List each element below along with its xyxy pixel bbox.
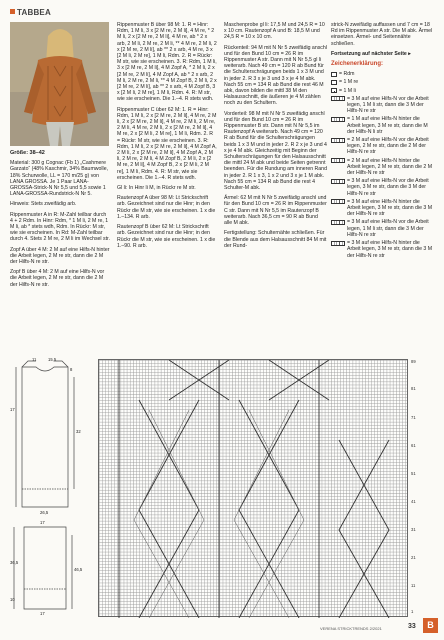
column-3 — [224, 22, 327, 253]
symbol-knit-icon — [331, 80, 337, 85]
back-panel-text: Rückenteil: 94 M mit N Nr 5 zweifädig anschl und für den Bund 10 cm = 26 R im Rippenmuster A str. Dann mit N Nr 5,5 gl li weiterarb. Nach 49 cm = 120 R ab Bund für die Schulterschrägungen beids 1 x 3 M und in jeder 2. R 3 x je 3 und 3 x je 4 M abk. Nach 55 cm = 134 R ab Bund die rest 46 M abk, davon bilden die mittl 38 M den Halsausschnitt, die äußeren je 4 M zählen noch zu den Schultern. — [224, 44, 327, 107]
legend-item: = Rdm — [331, 71, 434, 77]
garment-schematic — [10, 357, 90, 619]
symbol-cable-icon — [331, 241, 345, 246]
dim-label: 17 — [10, 407, 15, 412]
model-photo — [10, 22, 109, 146]
row-label: 41 — [411, 499, 416, 504]
dim-label: 26,5 — [40, 510, 49, 515]
legend-item: = 1 M li — [331, 88, 434, 94]
symbol-cable-icon — [331, 220, 345, 225]
legend-item: = 3 M auf eine Hilfs-N hinter die Arbeit legen, 3 M re str, dann die 3 M der Hilfs-N re str — [331, 199, 434, 218]
symbol-cable-icon — [331, 179, 345, 184]
legend-item: = 1 M re — [331, 79, 434, 85]
symbol-cable-icon — [331, 96, 345, 101]
rippen-c-text: Rippenmuster C über 62 M: 1. R = Hinr: Rdm, 1 M li, 2 x [2 M re, 2 M li], 4 M re, 2 M li, 2 x [2 M re, 2 M li], 4 M re, 2 M li, 2 M re, 2 M li, 4 M re, 2 M li, 2 x [2 M re, 2 M li], 4 M re, 2 x [2 M li, 2 M re], 1 M li, Rdm. 2. R = Rückr: M str, wie sie erscheinen. 3. R: Rdm, 1 M li, 2 x [2 M re, 2 M li], 4 M Zopf A, 2 M li, 2 x [2 M re, 2 M li], 4 M Zopf A, 2 M li, 2 M re, 2 M li, 4 M Zopf B, 2 M li, 2 x [2 M re, 2 M li], 4 M Zopf B, 2 x [2 M li, 2 M re], 1 M li, Rdm. 4. R: M str, wie sie erscheinen. Die 1.–4. R stets wdh. — [117, 106, 217, 181]
row-label: 21 — [411, 555, 416, 560]
dim-label: 32 — [76, 429, 81, 434]
hint-text: Hinweis: Stets zweifädig arb. — [10, 201, 77, 208]
sleeve-text: Ärmel: 62 M mit N Nr 5 zweifädig anschl und für den Bund 10 cm = 26 R im Rippenmuster C str. Dann mit N Nr 5,5 im Rautenzopf B weiterarb. Nach 36,5 cm = 90 R ab Bund alle M abk. — [224, 195, 327, 227]
gl-li-text: Gl li: In Hinr li M, in Rückr re M str. — [117, 185, 196, 192]
header-marker-icon — [10, 9, 15, 14]
legend-item: = 3 M auf eine Hilfs-N hinter die Arbeit legen, 3 M re str, dann die 3 M der Hilfs-N re str — [331, 240, 434, 259]
rippen-a-text: Rippenmuster A in R: M-Zahl teilbar durch 4 + 2 Rdm. In Hinr: Rdm, * 1 M li, 2 M re, 1 M li, ab * stets wdh, Rdm. In Rückr: M str, wie sie erscheinen. In Rd: M-Zahl teilbar durch 4. Stets 2 M re, 2 M li im Wechsel str. — [10, 211, 110, 243]
knitting-chart — [98, 359, 408, 617]
page-header — [10, 8, 51, 17]
dim-label: 17 — [40, 611, 45, 616]
dim-label: 15,5 — [48, 357, 57, 362]
dim-label: 46,5 — [74, 567, 83, 572]
dim-label: 10 — [10, 597, 15, 602]
pattern-title: TABBEA — [17, 8, 51, 17]
row-label: 81 — [411, 386, 416, 391]
row-label: 11 — [411, 583, 416, 588]
page-number: 33 — [408, 623, 416, 630]
dim-label: 8 — [70, 367, 73, 372]
section-letter-badge: B — [423, 618, 438, 633]
rippen-b-text: Rippenmuster B über 98 M: 1. R = Hinr: Rdm, 1 M li, 3 x [2 M re, 2 M li], 4 M re, * 2 M li, 2 x [2 M re, 2 M li], 4 M re, ab * 2 x arb, 2 M li, 2 M re, 2 M li, ** 4 M re, 2 M li, 2 x [2 M re, 2 M li], ab ** 2 x arb, 4 M re, 3 x [2 M li, 2 M re], 1 M li, Rdm. 2. R = Rückr: M str, wie sie erscheinen. 3. R: Rdm, 1 M li, 3 x [2 M re, 2 M li], 4 M Zopf A, * 2 M li, 2 x [2 M re, 2 M li], 4 M Zopf A, ab * 2 x arb, 2 M li, 2 M re, 2 M li, ** 4 M Zopf B, 2 M li, 2 x [2 M re, 2 M li], ab ** 2 x arb, 4 M Zopf B, 3 x [2 M li, 2 M re], 1 M li, Rdm. 4. R: M str, wie sie erscheinen. Die 1.–4. R stets wdh. — [117, 22, 217, 103]
material-text: Material: 300 g Cognac (Fb 1) „Cashmere Garzato“ (48% Kaschmir, 34% Baumwolle, 18% Schurwolle, LL = 170 m/25 g) von LANA GROSSA. Je 1 Paar LANA-GROSSA-Strick-N Nr 5,5 und 5,5 sowie 1 LANA-GROSSA-Rundstrick-N Nr 5. — [10, 160, 109, 198]
symbol-edge-icon — [331, 72, 337, 77]
row-label: 89 — [411, 359, 416, 364]
row-label: 31 — [411, 527, 416, 532]
symbol-cable-icon — [331, 158, 345, 163]
row-label: 51 — [411, 471, 416, 476]
rautenzopf-b-text: Rautenzopf B über 62 M: Lt Strickschrift arb. Gezeichnet sind nur die Hinr; in den Rückr die M str, wie sie erscheinen. 1 x die 1.–90. R arb. — [117, 224, 216, 249]
symbol-cable-icon — [331, 199, 345, 204]
symbol-purl-icon — [331, 88, 337, 93]
size-label: Größe: 38–42 — [10, 150, 45, 156]
chart-row-labels — [411, 359, 433, 617]
row-label: 1 — [411, 609, 414, 614]
legend-title: Zeichenerklärung: — [331, 61, 384, 68]
zopf-b-text: Zopf B über 4 M: 2 M auf eine Hilfs-N vor die Arbeit legen, 2 M re str, dann die 2 M der Hilfs-N re str. — [10, 269, 105, 288]
row-label: 71 — [411, 415, 416, 420]
legend-item: = 3 M auf eine Hilfs-N vor die Arbeit legen, 3 M re str, dann die 3 M der Hilfs-N re str — [331, 178, 434, 197]
gauge-text: Maschenprobe gl li: 17,5 M und 24,5 R = 10 x 10 cm. Rautenzopf A und B: 18,5 M und 24,5 R = 10 x 10 cm. — [224, 22, 325, 41]
column-2 — [117, 22, 217, 253]
finishing-text: Fertigstellung: Schulternähte schließen. Für die Blende aus dem Halsausschnitt 84 M mit der Rund- — [224, 230, 327, 249]
column-4 — [331, 22, 434, 261]
border-text: strick-N zweifädig auffassen und 7 cm = 18 Rd im Rippenmuster A str. Die M abk. Ärmel einsetzen. Ärmel- und Seitennähte schließen. — [331, 22, 433, 47]
dim-label: 11 — [32, 357, 37, 362]
rautenzopf-a-text: Rautenzopf A über 98 M: Lt Strickschrift arb. Gezeichnet sind nur die Hinr; in den Rückr die M str, wie sie erscheinen. 1 x die 1.–134. R arb. — [117, 195, 216, 220]
legend-item: = 2 M auf eine Hilfs-N hinter die Arbeit legen, 2 M re str, dann die 2 M der Hilfs-N re str — [331, 158, 434, 177]
dim-label: 17 — [40, 520, 45, 525]
legend-item: = 3 M auf eine Hilfs-N vor die Arbeit legen, 1 M li str, dann die 3 M der Hilfs-N re str — [331, 219, 434, 238]
row-label: 61 — [411, 443, 416, 448]
dim-label: 36,5 — [10, 560, 19, 565]
legend-list — [331, 71, 434, 258]
front-panel-text: Vorderteil: 98 M mit N Nr 5 zweifädig anschl und für den Bund 10 cm = 26 R im Rippenmuster B str. Dann mit N Nr 5,5 im Rautenzopf A weiterarb. Nach 49 cm = 120 R ab Bund für die Schulterschrägungen beids 1 x 3 M und in jeder 2. R 2 x je 3 und 4 x je 4 M abk. Gleichzeitig mit Beginn der Schulterschrägungen für den Halsausschnitt die mittl 24 M abk und beide Seiten getrennt beenden. Für die Rundung am inneren Rand in jeder 2. R 1 x 3, 1 x 2 und 3 x je 1 M abk. Nach 55 cm = 134 R ab Bund die rest 4 Schulter-M abk. — [224, 110, 327, 192]
symbol-cable-icon — [331, 117, 345, 122]
legend-item: = 2 M auf eine Hilfs-N vor die Arbeit legen, 2 M re str, dann die 2 M der Hilfs-N re str — [331, 137, 434, 156]
continued-text: Fortsetzung auf nächster Seite ▸ — [331, 50, 411, 57]
legend-item: = 1 M auf eine Hilfs-N hinter die Arbeit legen, 3 M re str, dann die M der Hilfs-N li str — [331, 116, 434, 135]
column-1 — [10, 150, 110, 292]
zopf-a-text: Zopf A über 4 M: 2 M auf eine Hilfs-N hinter die Arbeit legen, 2 M re str, dann die 2 M der Hilfs-N re str. — [10, 246, 110, 266]
legend-item: = 3 M auf eine Hilfs-N vor die Arbeit legen, 1 M li str, dann die 3 M der Hilfs-N re str — [331, 96, 434, 115]
symbol-cable-icon — [331, 138, 345, 143]
footer-text: VERENA STRICKTRENDS 2/2021 — [320, 626, 382, 631]
